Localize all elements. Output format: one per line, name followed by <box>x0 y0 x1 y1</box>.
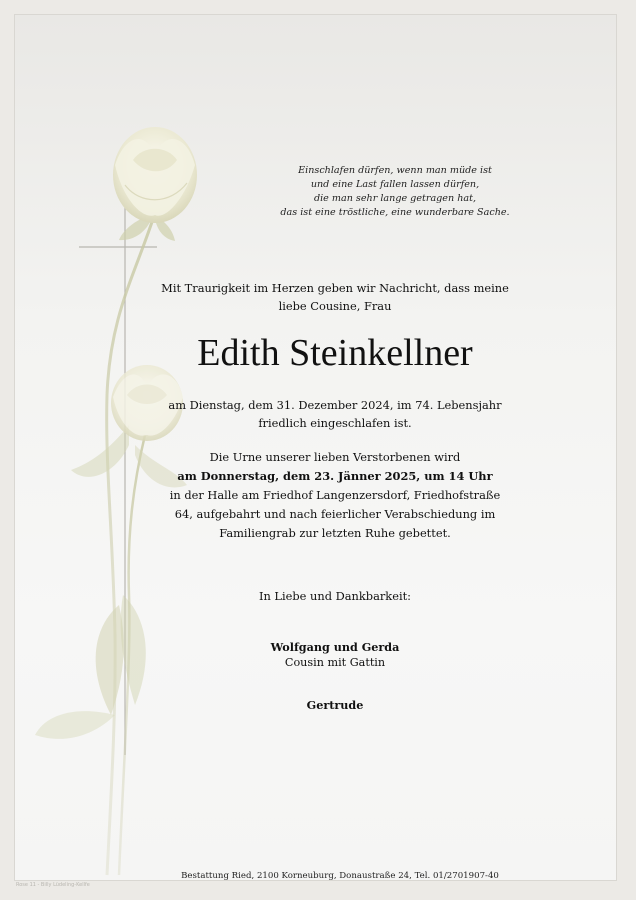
funeral-line: Familiengrab zur letzten Ruhe gebettet. <box>219 526 451 540</box>
poem-verse <box>270 164 520 220</box>
poem-line: die man sehr lange getragen hat, <box>313 193 477 204</box>
poem-line: Einschlafen dürfen, wenn man müde ist <box>298 165 492 176</box>
mourner-name: Wolfgang und Gerda <box>270 640 400 654</box>
funeral-details <box>125 448 545 543</box>
rose-bud-upper <box>113 127 197 223</box>
mourner-entry <box>185 639 485 671</box>
funeral-date-time: am Donnerstag, dem 23. Jänner 2025, um 14 Uhr <box>177 469 493 483</box>
poem-line: das ist eine tröstliche, eine wunderbare Sache. <box>280 207 510 218</box>
announcement-intro <box>135 279 535 315</box>
closing-phrase: In Liebe und Dankbarkeit: <box>258 589 412 603</box>
poem-line: und eine Last fallen lassen dürfen, <box>310 179 480 190</box>
deceased-name: Edith Steinkellner <box>197 332 473 374</box>
intro-line: liebe Cousine, Frau <box>278 299 392 313</box>
funeral-line: Die Urne unserer lieben Verstorbenen wird <box>209 450 461 464</box>
obituary-card <box>14 14 617 881</box>
funeral-line: in der Halle am Friedhof Langenzersdorf, Friedhofstraße <box>169 488 501 502</box>
death-line: friedlich eingeschlafen ist. <box>258 416 412 430</box>
mourner-relation: Cousin mit Gattin <box>284 656 386 669</box>
death-notice <box>135 396 535 432</box>
mourner-name: Gertrude <box>306 698 364 712</box>
funeral-home-footer: Bestattung Ried, 2100 Korneuburg, Donaustraße 24, Tel. 01/2701907-40 <box>181 871 499 881</box>
intro-line: Mit Traurigkeit im Herzen geben wir Nachricht, dass meine <box>161 281 509 295</box>
image-credit: Rose 11 - Billy Lüdeling-Kellfe <box>16 882 90 888</box>
funeral-line: 64, aufgebahrt und nach feierlicher Verabschiedung im <box>174 507 496 521</box>
death-line: am Dienstag, dem 31. Dezember 2024, im 74. Lebensjahr <box>168 398 502 412</box>
